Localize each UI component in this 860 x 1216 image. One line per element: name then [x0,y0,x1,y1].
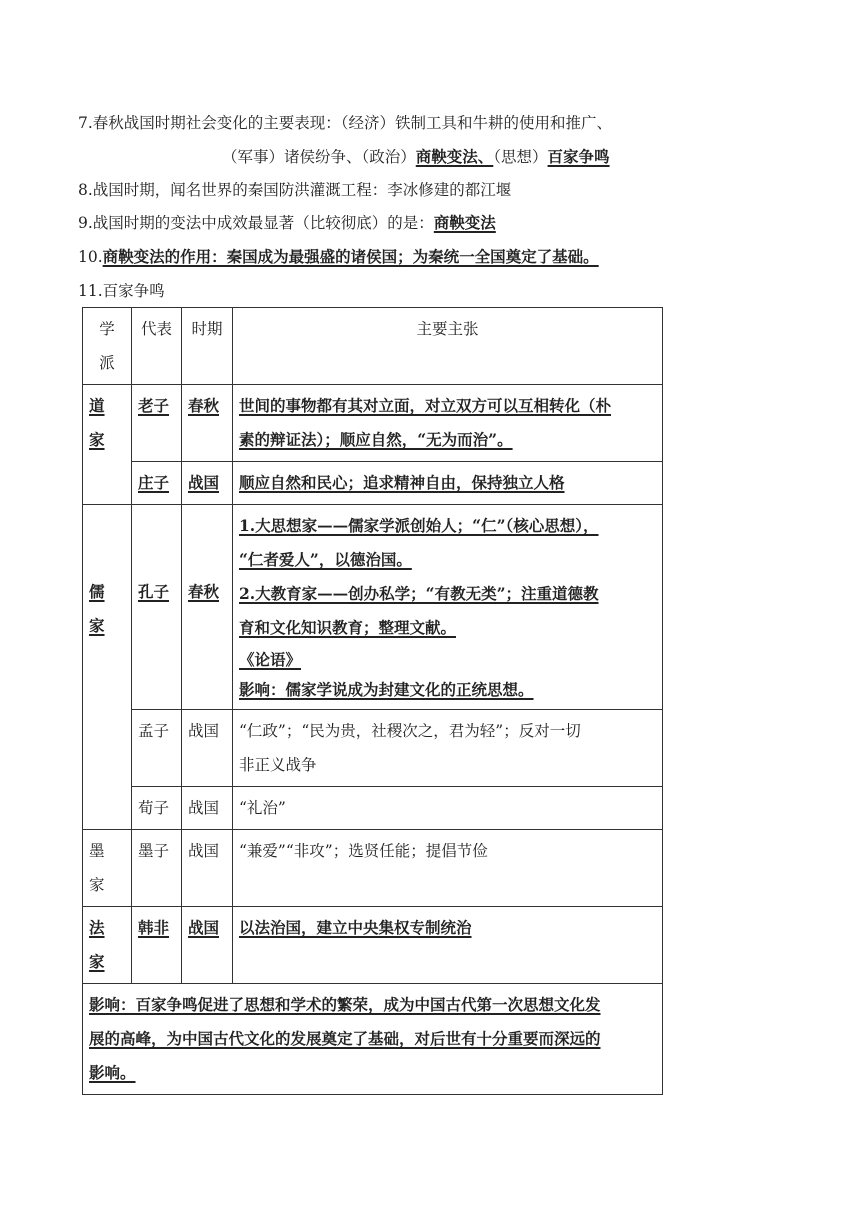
claims-kongzi: 1.大思想家——儒家学派创始人；“仁”（核心思想）， “仁者爱人”，以德治国。 2.大教育家——创办私学；“有教无类”；注重道德教 育和文化知识教育；整理文献。 《论语》 影响：儒家学说成为封建文化的正统思想。 [233,505,663,710]
school-rujia: 儒 家 [83,505,132,830]
rep-kongzi: 孔子 [132,505,182,710]
item-7-answer-thought: 百家争鸣 [547,147,610,166]
hundred-schools-table [82,307,663,1095]
table-row [83,984,663,1095]
period-zhuangzi: 战国 [182,462,233,505]
period-laozi: 春秋 [182,385,233,462]
school-mojia: 墨 家 [83,830,132,907]
header-period: 时期 [182,308,233,385]
rep-mozi: 墨子 [132,830,182,907]
header-representative: 代表 [132,308,182,385]
rep-hanfei: 韩非 [132,907,182,984]
rep-xunzi: 荀子 [132,787,182,830]
period-hanfei: 战国 [182,907,233,984]
period-xunzi: 战国 [182,787,233,830]
rep-laozi: 老子 [132,385,182,462]
header-claims: 主要主张 [233,308,663,385]
school-daojia: 道 家 [83,385,132,505]
school-fajia: 法 家 [83,907,132,984]
period-mengzi: 战国 [182,710,233,787]
table-row [83,787,663,830]
item-10-answer: 商鞅变法的作用：秦国成为最强盛的诸侯国；为秦统一全国奠定了基础。 [102,247,599,266]
claims-hanfei: 以法治国，建立中央集权专制统治 [233,907,663,984]
table-row [83,830,663,907]
claims-xunzi: “礼治” [233,787,663,830]
claims-laozi: 世间的事物都有其对立面，对立双方可以互相转化（朴 素的辩证法）；顺应自然，“无为而治”。 [233,385,663,462]
claims-zhuangzi: 顺应自然和民心；追求精神自由，保持独立人格 [233,462,663,505]
rep-zhuangzi: 庄子 [132,462,182,505]
item-7-answer-politics: 商鞅变法、 [415,147,494,166]
rep-mengzi: 孟子 [132,710,182,787]
item-9 [78,213,496,233]
claims-mengzi: “仁政”；“民为贵，社稷次之，君为轻”；反对一切 非正义战争 [233,710,663,787]
header-school: 学 派 [83,308,132,385]
item-9-answer: 商鞅变法 [433,213,496,232]
item-10-prefix: 10. [78,248,103,266]
item-10 [78,247,599,267]
table-header-row [83,308,663,385]
table-row [83,462,663,505]
claims-mozi: “兼爱”“非攻”；选贤任能；提倡节俭 [233,830,663,907]
item-8: 8.战国时期，闻名世界的秦国防洪灌溉工程：李冰修建的都江堰 [78,181,512,199]
table-row [83,385,663,462]
item-11: 11.百家争鸣 [78,282,165,300]
item-7-prefix: （军事）诸侯纷争、（政治） [222,148,416,166]
table-row [83,505,663,710]
period-kongzi: 春秋 [182,505,233,710]
item-9-prefix: 9.战国时期的变法中成效最显著（比较彻底）的是： [78,214,434,232]
item-7-line-2 [222,147,610,167]
item-7-line-1: 7.春秋战国时期社会变化的主要表现：（经济）铁制工具和牛耕的使用和推广、 [78,114,613,132]
table-row [83,907,663,984]
impact-summary: 影响：百家争鸣促进了思想和学术的繁荣，成为中国古代第一次思想文化发 展的高峰，为中国古代文化的发展奠定了基础，对后世有十分重要而深远的 影响。 [83,984,663,1095]
table-row [83,710,663,787]
period-mozi: 战国 [182,830,233,907]
item-7-mid: （思想） [493,148,548,166]
